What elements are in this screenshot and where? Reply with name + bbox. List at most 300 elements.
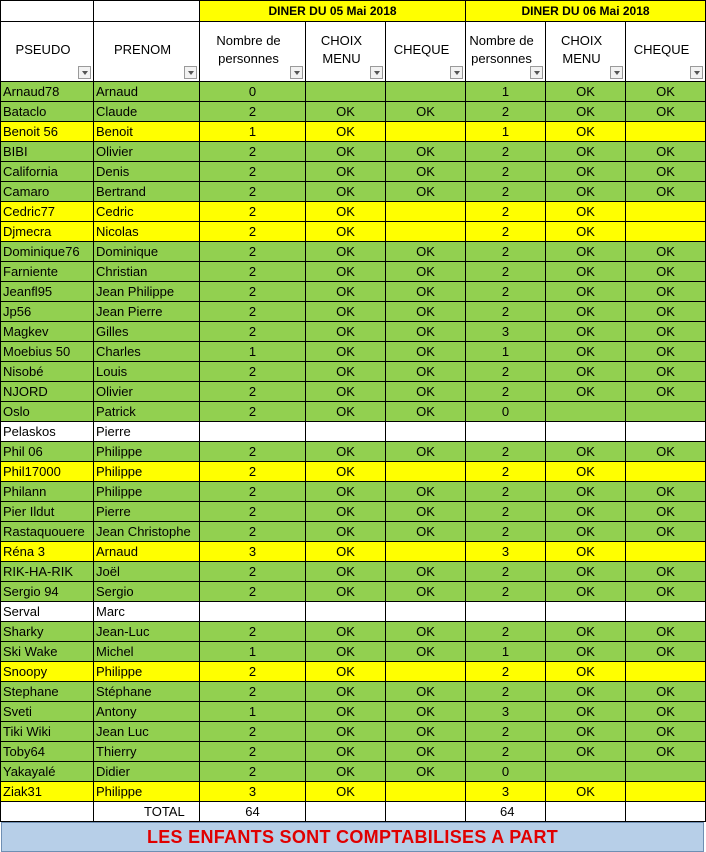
- filter-dropdown-icon[interactable]: [530, 66, 543, 79]
- cell-nombre-day1[interactable]: 3: [200, 542, 306, 562]
- cell-choix-day1[interactable]: OK: [306, 102, 386, 122]
- cell-pseudo[interactable]: Magkev: [1, 322, 94, 342]
- cell-cheque-day2[interactable]: OK: [626, 262, 706, 282]
- cell-prenom[interactable]: Jean Pierre: [94, 302, 200, 322]
- cell-choix-day2[interactable]: OK: [546, 142, 626, 162]
- cell-nombre-day2[interactable]: 2: [466, 462, 546, 482]
- cell-nombre-day1[interactable]: 2: [200, 242, 306, 262]
- cell-cheque-day1[interactable]: OK: [386, 562, 466, 582]
- cell-cheque-day1[interactable]: OK: [386, 162, 466, 182]
- cell-prenom[interactable]: Thierry: [94, 742, 200, 762]
- cell-choix-day1[interactable]: OK: [306, 582, 386, 602]
- cell-cheque-day1[interactable]: [386, 202, 466, 222]
- cell-choix-day2[interactable]: OK: [546, 642, 626, 662]
- cell-pseudo[interactable]: Toby64: [1, 742, 94, 762]
- cell-nombre-day2[interactable]: 2: [466, 502, 546, 522]
- cell-prenom[interactable]: Jean Philippe: [94, 282, 200, 302]
- cell-pseudo[interactable]: Ski Wake: [1, 642, 94, 662]
- cell-choix-day2[interactable]: OK: [546, 302, 626, 322]
- cell-choix-day1[interactable]: OK: [306, 482, 386, 502]
- cell-cheque-day1[interactable]: OK: [386, 522, 466, 542]
- cell-nombre-day2[interactable]: [466, 602, 546, 622]
- cell-nombre-day2[interactable]: 2: [466, 522, 546, 542]
- cell-prenom[interactable]: Jean Christophe: [94, 522, 200, 542]
- cell-cheque-day1[interactable]: OK: [386, 722, 466, 742]
- cell-cheque-day1[interactable]: OK: [386, 682, 466, 702]
- cell-pseudo[interactable]: Cedric77: [1, 202, 94, 222]
- cell-choix-day1[interactable]: OK: [306, 502, 386, 522]
- cell-nombre-day2[interactable]: 2: [466, 162, 546, 182]
- cell-cheque-day2[interactable]: OK: [626, 522, 706, 542]
- cell-pseudo[interactable]: Oslo: [1, 402, 94, 422]
- cell-choix-day1[interactable]: OK: [306, 562, 386, 582]
- cell-nombre-day2[interactable]: 2: [466, 622, 546, 642]
- cell-cheque-day2[interactable]: [626, 602, 706, 622]
- cell-cheque-day1[interactable]: [386, 662, 466, 682]
- cell-choix-day2[interactable]: OK: [546, 282, 626, 302]
- cell-nombre-day2[interactable]: 2: [466, 282, 546, 302]
- cell-choix-day2[interactable]: OK: [546, 582, 626, 602]
- total-label[interactable]: TOTAL: [94, 802, 200, 822]
- cell-choix-day2[interactable]: OK: [546, 102, 626, 122]
- cell-choix-day1[interactable]: OK: [306, 702, 386, 722]
- cell-nombre-day1[interactable]: 2: [200, 102, 306, 122]
- cell-cheque-day2[interactable]: [626, 462, 706, 482]
- cell-cheque-day1[interactable]: [386, 82, 466, 102]
- cell-pseudo[interactable]: Bataclo: [1, 102, 94, 122]
- cell-choix-day2[interactable]: OK: [546, 262, 626, 282]
- cell-prenom[interactable]: Arnaud: [94, 82, 200, 102]
- cell-nombre-day2[interactable]: 2: [466, 562, 546, 582]
- cell-cheque-day2[interactable]: OK: [626, 382, 706, 402]
- cell-nombre-day1[interactable]: 2: [200, 502, 306, 522]
- cell-nombre-day1[interactable]: 1: [200, 702, 306, 722]
- cell-pseudo[interactable]: Stephane: [1, 682, 94, 702]
- cell-nombre-day2[interactable]: 2: [466, 682, 546, 702]
- cell-nombre-day1[interactable]: [200, 422, 306, 442]
- cell-choix-day1[interactable]: OK: [306, 742, 386, 762]
- cell-pseudo[interactable]: Phil 06: [1, 442, 94, 462]
- cell-choix-day2[interactable]: OK: [546, 322, 626, 342]
- cell-choix-day2[interactable]: OK: [546, 782, 626, 802]
- cell-choix-day2[interactable]: [546, 602, 626, 622]
- cell-choix-day2[interactable]: OK: [546, 242, 626, 262]
- cell-cheque-day2[interactable]: OK: [626, 162, 706, 182]
- cell-nombre-day2[interactable]: 2: [466, 182, 546, 202]
- cell-prenom[interactable]: Jean Luc: [94, 722, 200, 742]
- cell-choix-day1[interactable]: OK: [306, 522, 386, 542]
- cell-pseudo[interactable]: Camaro: [1, 182, 94, 202]
- filter-dropdown-icon[interactable]: [78, 66, 91, 79]
- cell-nombre-day1[interactable]: [200, 602, 306, 622]
- cell-choix-day2[interactable]: [546, 422, 626, 442]
- filter-dropdown-icon[interactable]: [370, 66, 383, 79]
- cell-cheque-day1[interactable]: OK: [386, 362, 466, 382]
- cell-nombre-day2[interactable]: 1: [466, 82, 546, 102]
- cell-cheque-day2[interactable]: OK: [626, 102, 706, 122]
- cell-choix-day2[interactable]: OK: [546, 682, 626, 702]
- cell-cheque-day1[interactable]: [386, 782, 466, 802]
- cell-choix-day2[interactable]: OK: [546, 222, 626, 242]
- cell-cheque-day1[interactable]: OK: [386, 262, 466, 282]
- cell-choix-day2[interactable]: OK: [546, 342, 626, 362]
- cell-cheque-day2[interactable]: OK: [626, 742, 706, 762]
- cell-choix-day1[interactable]: OK: [306, 342, 386, 362]
- cell-prenom[interactable]: Olivier: [94, 142, 200, 162]
- cell-nombre-day1[interactable]: 2: [200, 362, 306, 382]
- cell-choix-day2[interactable]: OK: [546, 202, 626, 222]
- cell-cheque-day2[interactable]: [626, 542, 706, 562]
- cell-cheque-day1[interactable]: OK: [386, 762, 466, 782]
- cell-pseudo[interactable]: California: [1, 162, 94, 182]
- cell-prenom[interactable]: Jean-Luc: [94, 622, 200, 642]
- cell-choix-day2[interactable]: OK: [546, 522, 626, 542]
- cell-choix-day1[interactable]: OK: [306, 142, 386, 162]
- cell-prenom[interactable]: Charles: [94, 342, 200, 362]
- cell-nombre-day1[interactable]: 2: [200, 262, 306, 282]
- cell-cheque-day1[interactable]: OK: [386, 382, 466, 402]
- cell-nombre-day1[interactable]: 1: [200, 342, 306, 362]
- cell-nombre-day2[interactable]: 3: [466, 542, 546, 562]
- cell-nombre-day1[interactable]: 2: [200, 622, 306, 642]
- cell-nombre-day1[interactable]: 2: [200, 762, 306, 782]
- cell-choix-day2[interactable]: OK: [546, 382, 626, 402]
- cell-choix-day1[interactable]: [306, 602, 386, 622]
- cell-choix-day1[interactable]: OK: [306, 762, 386, 782]
- cell-cheque-day1[interactable]: OK: [386, 742, 466, 762]
- cell-nombre-day1[interactable]: 2: [200, 682, 306, 702]
- cell-cheque-day2[interactable]: OK: [626, 702, 706, 722]
- cell-prenom[interactable]: Dominique: [94, 242, 200, 262]
- total-day1[interactable]: 64: [200, 802, 306, 822]
- cell-nombre-day2[interactable]: 1: [466, 342, 546, 362]
- cell-nombre-day1[interactable]: 2: [200, 662, 306, 682]
- cell-choix-day1[interactable]: [306, 422, 386, 442]
- filter-dropdown-icon[interactable]: [184, 66, 197, 79]
- cell-cheque-day2[interactable]: OK: [626, 302, 706, 322]
- cell-choix-day1[interactable]: OK: [306, 162, 386, 182]
- cell-choix-day2[interactable]: OK: [546, 722, 626, 742]
- cell-prenom[interactable]: Christian: [94, 262, 200, 282]
- cell-nombre-day1[interactable]: 2: [200, 282, 306, 302]
- cell-cheque-day2[interactable]: [626, 222, 706, 242]
- cell-cheque-day1[interactable]: OK: [386, 482, 466, 502]
- cell-pseudo[interactable]: Serval: [1, 602, 94, 622]
- cell-pseudo[interactable]: Jeanfl95: [1, 282, 94, 302]
- cell-nombre-day2[interactable]: 0: [466, 402, 546, 422]
- cell-cheque-day1[interactable]: OK: [386, 142, 466, 162]
- cell-choix-day1[interactable]: OK: [306, 462, 386, 482]
- cell-prenom[interactable]: Philippe: [94, 662, 200, 682]
- cell-choix-day2[interactable]: OK: [546, 542, 626, 562]
- cell-cheque-day1[interactable]: [386, 602, 466, 622]
- cell-cheque-day2[interactable]: OK: [626, 142, 706, 162]
- cell-cheque-day2[interactable]: OK: [626, 442, 706, 462]
- cell-cheque-day1[interactable]: OK: [386, 242, 466, 262]
- cell-cheque-day1[interactable]: OK: [386, 182, 466, 202]
- cell-prenom[interactable]: Cedric: [94, 202, 200, 222]
- cell-pseudo[interactable]: Tiki Wiki: [1, 722, 94, 742]
- cell-choix-day1[interactable]: OK: [306, 722, 386, 742]
- cell-cheque-day2[interactable]: OK: [626, 722, 706, 742]
- cell-pseudo[interactable]: Sergio 94: [1, 582, 94, 602]
- cell-nombre-day2[interactable]: 2: [466, 742, 546, 762]
- cell-choix-day2[interactable]: OK: [546, 122, 626, 142]
- cell-cheque-day2[interactable]: [626, 782, 706, 802]
- cell-cheque-day2[interactable]: [626, 422, 706, 442]
- cell-nombre-day1[interactable]: 2: [200, 302, 306, 322]
- filter-dropdown-icon[interactable]: [450, 66, 463, 79]
- cell-prenom[interactable]: Nicolas: [94, 222, 200, 242]
- cell-choix-day2[interactable]: OK: [546, 362, 626, 382]
- cell-nombre-day1[interactable]: 2: [200, 222, 306, 242]
- cell-choix-day1[interactable]: OK: [306, 542, 386, 562]
- cell-pseudo[interactable]: Rastaquouere: [1, 522, 94, 542]
- cell-choix-day1[interactable]: OK: [306, 382, 386, 402]
- cell-prenom[interactable]: Philippe: [94, 482, 200, 502]
- cell-pseudo[interactable]: Benoit 56: [1, 122, 94, 142]
- cell-prenom[interactable]: Didier: [94, 762, 200, 782]
- total-blank-cell[interactable]: [386, 802, 466, 822]
- total-blank-cell[interactable]: [546, 802, 626, 822]
- cell-choix-day1[interactable]: OK: [306, 322, 386, 342]
- total-day2[interactable]: 64: [466, 802, 546, 822]
- cell-prenom[interactable]: Benoit: [94, 122, 200, 142]
- cell-pseudo[interactable]: Djmecra: [1, 222, 94, 242]
- cell-pseudo[interactable]: Arnaud78: [1, 82, 94, 102]
- cell-choix-day2[interactable]: OK: [546, 622, 626, 642]
- cell-nombre-day1[interactable]: 2: [200, 442, 306, 462]
- cell-cheque-day2[interactable]: OK: [626, 182, 706, 202]
- cell-cheque-day1[interactable]: OK: [386, 282, 466, 302]
- cell-cheque-day2[interactable]: OK: [626, 82, 706, 102]
- cell-cheque-day1[interactable]: OK: [386, 622, 466, 642]
- cell-choix-day1[interactable]: OK: [306, 222, 386, 242]
- cell-choix-day2[interactable]: OK: [546, 562, 626, 582]
- cell-pseudo[interactable]: Moebius 50: [1, 342, 94, 362]
- cell-choix-day1[interactable]: OK: [306, 202, 386, 222]
- cell-nombre-day2[interactable]: 2: [466, 722, 546, 742]
- cell-nombre-day2[interactable]: 2: [466, 582, 546, 602]
- cell-nombre-day2[interactable]: 2: [466, 362, 546, 382]
- cell-cheque-day1[interactable]: OK: [386, 442, 466, 462]
- cell-nombre-day1[interactable]: 2: [200, 162, 306, 182]
- cell-cheque-day1[interactable]: [386, 542, 466, 562]
- cell-pseudo[interactable]: Pelaskos: [1, 422, 94, 442]
- cell-cheque-day2[interactable]: [626, 662, 706, 682]
- cell-cheque-day2[interactable]: [626, 762, 706, 782]
- filter-dropdown-icon[interactable]: [610, 66, 623, 79]
- cell-pseudo[interactable]: Philann: [1, 482, 94, 502]
- cell-pseudo[interactable]: Dominique76: [1, 242, 94, 262]
- total-blank-cell[interactable]: [1, 802, 94, 822]
- cell-nombre-day2[interactable]: 3: [466, 782, 546, 802]
- cell-cheque-day1[interactable]: OK: [386, 322, 466, 342]
- cell-cheque-day1[interactable]: [386, 422, 466, 442]
- cell-nombre-day2[interactable]: 1: [466, 642, 546, 662]
- total-blank-cell[interactable]: [306, 802, 386, 822]
- cell-cheque-day2[interactable]: [626, 202, 706, 222]
- cell-prenom[interactable]: Louis: [94, 362, 200, 382]
- cell-choix-day1[interactable]: OK: [306, 622, 386, 642]
- total-blank-cell[interactable]: [626, 802, 706, 822]
- cell-choix-day2[interactable]: OK: [546, 182, 626, 202]
- cell-pseudo[interactable]: Sharky: [1, 622, 94, 642]
- cell-nombre-day1[interactable]: 2: [200, 142, 306, 162]
- cell-prenom[interactable]: Joël: [94, 562, 200, 582]
- cell-nombre-day1[interactable]: 3: [200, 782, 306, 802]
- cell-cheque-day1[interactable]: OK: [386, 582, 466, 602]
- cell-cheque-day1[interactable]: OK: [386, 302, 466, 322]
- cell-choix-day2[interactable]: OK: [546, 502, 626, 522]
- cell-nombre-day2[interactable]: 3: [466, 322, 546, 342]
- cell-cheque-day1[interactable]: OK: [386, 702, 466, 722]
- cell-pseudo[interactable]: Ziak31: [1, 782, 94, 802]
- cell-pseudo[interactable]: Pier Ildut: [1, 502, 94, 522]
- cell-prenom[interactable]: Philippe: [94, 442, 200, 462]
- cell-pseudo[interactable]: Réna 3: [1, 542, 94, 562]
- cell-choix-day2[interactable]: OK: [546, 442, 626, 462]
- cell-prenom[interactable]: Arnaud: [94, 542, 200, 562]
- cell-nombre-day1[interactable]: 2: [200, 202, 306, 222]
- cell-prenom[interactable]: Bertrand: [94, 182, 200, 202]
- cell-nombre-day2[interactable]: 2: [466, 302, 546, 322]
- cell-cheque-day1[interactable]: [386, 462, 466, 482]
- cell-nombre-day1[interactable]: 0: [200, 82, 306, 102]
- cell-nombre-day2[interactable]: 2: [466, 442, 546, 462]
- filter-dropdown-icon[interactable]: [290, 66, 303, 79]
- cell-pseudo[interactable]: Phil17000: [1, 462, 94, 482]
- cell-nombre-day2[interactable]: 2: [466, 242, 546, 262]
- cell-choix-day1[interactable]: OK: [306, 662, 386, 682]
- cell-cheque-day2[interactable]: OK: [626, 242, 706, 262]
- cell-prenom[interactable]: Philippe: [94, 462, 200, 482]
- cell-nombre-day1[interactable]: 2: [200, 402, 306, 422]
- cell-choix-day2[interactable]: OK: [546, 662, 626, 682]
- cell-cheque-day2[interactable]: OK: [626, 642, 706, 662]
- cell-cheque-day1[interactable]: OK: [386, 502, 466, 522]
- cell-pseudo[interactable]: NJORD: [1, 382, 94, 402]
- cell-prenom[interactable]: Pierre: [94, 502, 200, 522]
- cell-prenom[interactable]: Stéphane: [94, 682, 200, 702]
- cell-cheque-day2[interactable]: OK: [626, 502, 706, 522]
- cell-cheque-day2[interactable]: [626, 122, 706, 142]
- cell-nombre-day2[interactable]: [466, 422, 546, 442]
- cell-nombre-day2[interactable]: 2: [466, 222, 546, 242]
- cell-cheque-day1[interactable]: OK: [386, 342, 466, 362]
- cell-choix-day1[interactable]: OK: [306, 362, 386, 382]
- cell-cheque-day2[interactable]: OK: [626, 482, 706, 502]
- cell-choix-day1[interactable]: OK: [306, 262, 386, 282]
- cell-nombre-day2[interactable]: 2: [466, 262, 546, 282]
- cell-nombre-day1[interactable]: 2: [200, 562, 306, 582]
- cell-cheque-day2[interactable]: OK: [626, 322, 706, 342]
- cell-nombre-day2[interactable]: 0: [466, 762, 546, 782]
- cell-choix-day2[interactable]: [546, 762, 626, 782]
- cell-choix-day1[interactable]: OK: [306, 182, 386, 202]
- cell-pseudo[interactable]: Yakayalé: [1, 762, 94, 782]
- cell-cheque-day2[interactable]: OK: [626, 582, 706, 602]
- cell-nombre-day1[interactable]: 1: [200, 122, 306, 142]
- cell-choix-day1[interactable]: OK: [306, 402, 386, 422]
- cell-nombre-day1[interactable]: 2: [200, 742, 306, 762]
- cell-pseudo[interactable]: Sveti: [1, 702, 94, 722]
- cell-nombre-day1[interactable]: 2: [200, 462, 306, 482]
- cell-prenom[interactable]: Pierre: [94, 422, 200, 442]
- cell-cheque-day2[interactable]: OK: [626, 342, 706, 362]
- cell-choix-day2[interactable]: OK: [546, 702, 626, 722]
- cell-pseudo[interactable]: Jp56: [1, 302, 94, 322]
- cell-pseudo[interactable]: BIBI: [1, 142, 94, 162]
- filter-dropdown-icon[interactable]: [690, 66, 703, 79]
- cell-cheque-day2[interactable]: OK: [626, 682, 706, 702]
- cell-cheque-day2[interactable]: OK: [626, 282, 706, 302]
- cell-prenom[interactable]: Michel: [94, 642, 200, 662]
- cell-nombre-day1[interactable]: 2: [200, 382, 306, 402]
- cell-prenom[interactable]: Denis: [94, 162, 200, 182]
- cell-choix-day1[interactable]: OK: [306, 282, 386, 302]
- cell-choix-day1[interactable]: OK: [306, 682, 386, 702]
- cell-choix-day2[interactable]: OK: [546, 482, 626, 502]
- cell-nombre-day1[interactable]: 1: [200, 642, 306, 662]
- cell-cheque-day1[interactable]: [386, 122, 466, 142]
- cell-choix-day2[interactable]: OK: [546, 82, 626, 102]
- cell-nombre-day2[interactable]: 2: [466, 482, 546, 502]
- cell-choix-day2[interactable]: [546, 402, 626, 422]
- cell-prenom[interactable]: Patrick: [94, 402, 200, 422]
- cell-nombre-day2[interactable]: 2: [466, 102, 546, 122]
- cell-nombre-day1[interactable]: 2: [200, 182, 306, 202]
- cell-choix-day2[interactable]: OK: [546, 162, 626, 182]
- cell-prenom[interactable]: Olivier: [94, 382, 200, 402]
- cell-cheque-day2[interactable]: [626, 402, 706, 422]
- cell-prenom[interactable]: Sergio: [94, 582, 200, 602]
- cell-prenom[interactable]: Claude: [94, 102, 200, 122]
- cell-prenom[interactable]: Marc: [94, 602, 200, 622]
- cell-choix-day1[interactable]: OK: [306, 642, 386, 662]
- cell-nombre-day2[interactable]: 3: [466, 702, 546, 722]
- cell-choix-day1[interactable]: OK: [306, 782, 386, 802]
- cell-choix-day1[interactable]: OK: [306, 122, 386, 142]
- cell-cheque-day1[interactable]: OK: [386, 102, 466, 122]
- cell-nombre-day2[interactable]: 2: [466, 142, 546, 162]
- cell-nombre-day1[interactable]: 2: [200, 482, 306, 502]
- cell-cheque-day1[interactable]: OK: [386, 642, 466, 662]
- cell-nombre-day1[interactable]: 2: [200, 722, 306, 742]
- cell-nombre-day2[interactable]: 2: [466, 202, 546, 222]
- cell-nombre-day1[interactable]: 2: [200, 322, 306, 342]
- cell-pseudo[interactable]: Snoopy: [1, 662, 94, 682]
- cell-nombre-day1[interactable]: 2: [200, 582, 306, 602]
- cell-cheque-day1[interactable]: OK: [386, 402, 466, 422]
- cell-prenom[interactable]: Gilles: [94, 322, 200, 342]
- cell-choix-day1[interactable]: OK: [306, 442, 386, 462]
- cell-cheque-day2[interactable]: OK: [626, 562, 706, 582]
- cell-nombre-day2[interactable]: 1: [466, 122, 546, 142]
- cell-cheque-day1[interactable]: [386, 222, 466, 242]
- cell-cheque-day2[interactable]: OK: [626, 622, 706, 642]
- cell-prenom[interactable]: Philippe: [94, 782, 200, 802]
- cell-pseudo[interactable]: RIK-HA-RIK: [1, 562, 94, 582]
- cell-pseudo[interactable]: Farniente: [1, 262, 94, 282]
- cell-choix-day2[interactable]: OK: [546, 742, 626, 762]
- cell-choix-day1[interactable]: [306, 82, 386, 102]
- cell-nombre-day1[interactable]: 2: [200, 522, 306, 542]
- cell-pseudo[interactable]: Nisobé: [1, 362, 94, 382]
- cell-choix-day2[interactable]: OK: [546, 462, 626, 482]
- cell-choix-day1[interactable]: OK: [306, 242, 386, 262]
- cell-cheque-day2[interactable]: OK: [626, 362, 706, 382]
